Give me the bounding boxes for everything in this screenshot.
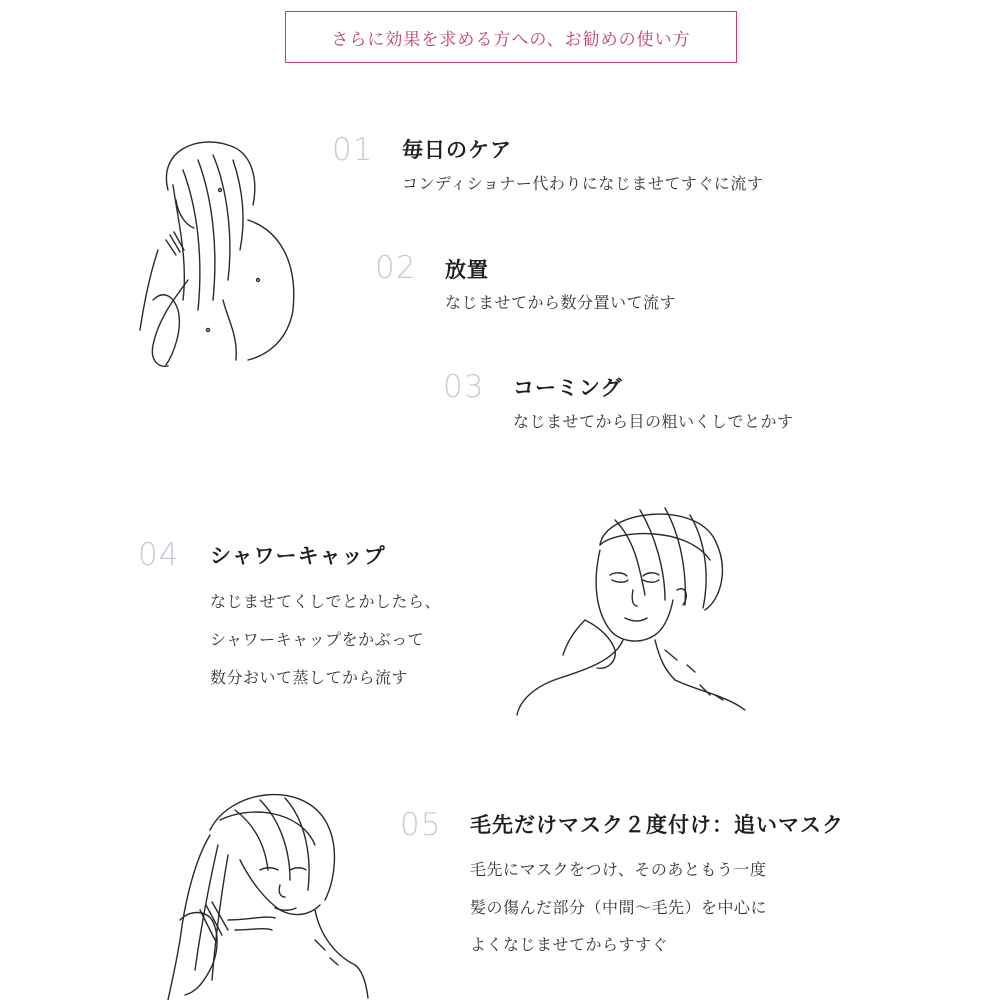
step-05-description-line-1: 毛先にマスクをつけ、そのあともう一度	[470, 860, 767, 879]
step-05-title: 毛先だけマスク２度付け：追いマスク	[470, 813, 844, 837]
step-04-description-line-2: シャワーキャップをかぶって	[210, 630, 425, 649]
step-01-title: 毎日のケア	[402, 138, 512, 162]
woman-shower-cap-illustration	[515, 500, 755, 720]
woman-combing-hair-illustration	[128, 130, 298, 370]
step-03-number: 03	[443, 369, 485, 405]
step-01-number: 01	[332, 132, 374, 168]
step-02-title: 放置	[445, 258, 489, 282]
step-05-description-line-2: 髪の傷んだ部分（中間〜毛先）を中心に	[470, 898, 768, 917]
step-03-title: コーミング	[513, 376, 623, 400]
step-02-description: なじませてから数分置いて流す	[445, 293, 677, 312]
woman-applying-mask-illustration	[140, 770, 370, 1000]
step-05-description-line-3: よくなじませてからすすぐ	[470, 935, 669, 954]
step-04-title: シャワーキャップ	[210, 544, 386, 568]
step-05-number: 05	[400, 807, 442, 843]
step-02-number: 02	[375, 250, 417, 286]
step-01-description: コンディショナー代わりになじませてすぐに流す	[402, 174, 764, 193]
section-heading-banner: さらに効果を求める方への、お勧めの使い方	[285, 11, 737, 63]
step-04-description-line-3: 数分おいて蒸してから流す	[210, 668, 409, 687]
step-03-description: なじませてから目の粗いくしでとかす	[513, 412, 794, 431]
step-04-number: 04	[138, 537, 180, 573]
step-04-description-line-1: なじませてくしでとかしたら、	[210, 592, 442, 611]
